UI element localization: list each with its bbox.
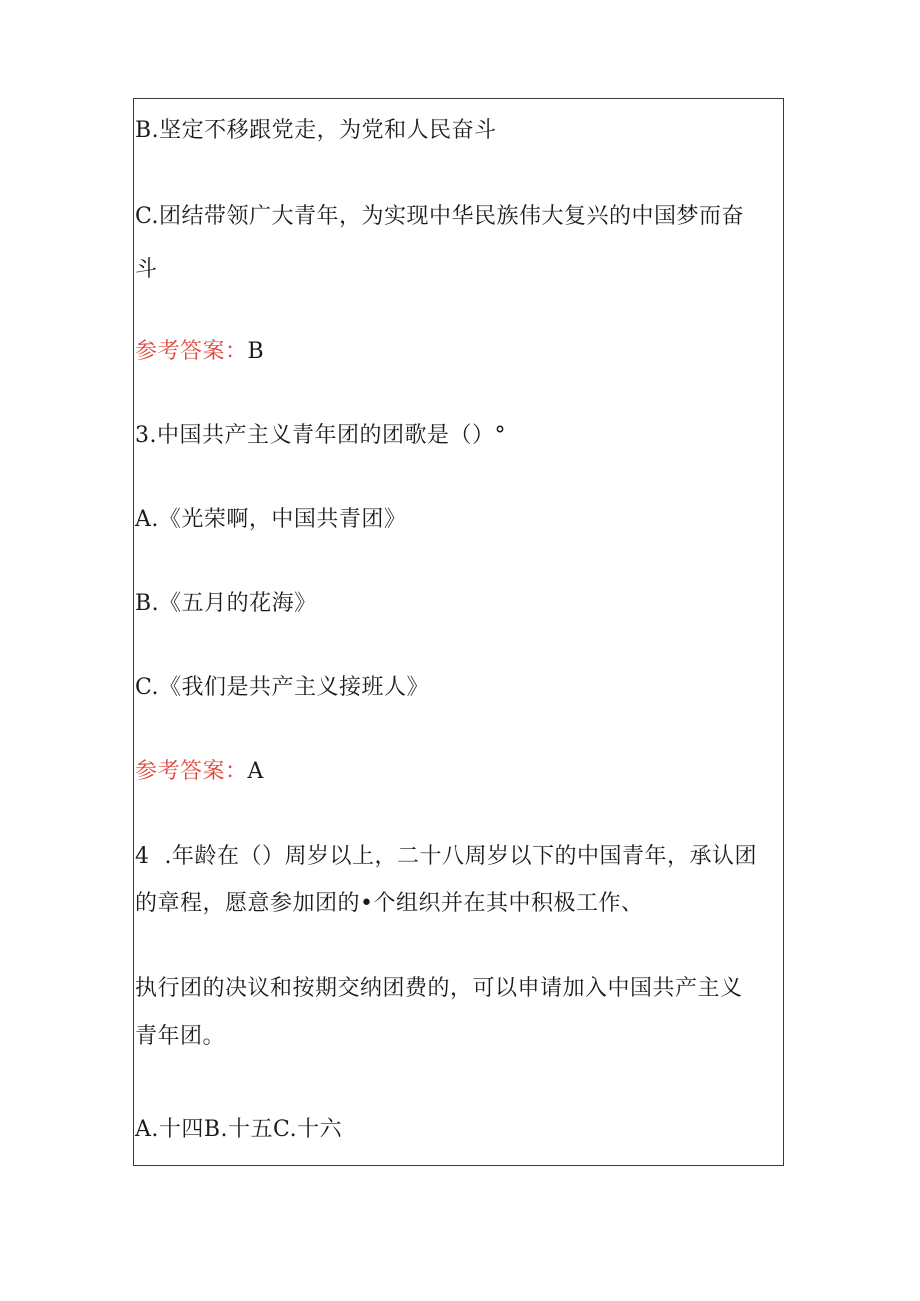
q3-option-c: C.《我们是共产主义接班人》 <box>135 675 430 700</box>
q2-option-c-line1: C.团结带领广大青年，为实现中华民族伟大复兴的中国梦而奋 <box>135 204 745 229</box>
q2-answer-value: B <box>247 339 265 364</box>
q4-question-line1: 4 .年龄在（）周岁以上，二十八周岁以下的中国青年，承认团 <box>135 844 757 869</box>
q3-option-a: A.《光荣啊，中国共青团》 <box>135 507 407 532</box>
q3-answer-value: A <box>247 759 264 784</box>
q4-options: A.十四B.十五C.十六 <box>135 1117 343 1142</box>
q2-answer-label: 参考答案： <box>135 339 248 364</box>
q3-option-b: B.《五月的花海》 <box>135 591 317 616</box>
q2-option-c-line2: 斗 <box>135 257 158 282</box>
q2-option-b: B.坚定不移跟党走，为党和人民奋斗 <box>135 118 497 143</box>
q2-answer <box>135 338 264 366</box>
q4-question-line4: 青年团。 <box>135 1024 226 1049</box>
q4-question-line2: 的章程，愿意参加团的•个组织并在其中积极工作、 <box>135 891 644 916</box>
q3-answer <box>135 758 264 786</box>
q3-question: 3.中国共产主义青年团的团歌是（）° <box>135 423 506 448</box>
q4-question-line3: 执行团的决议和按期交纳团费的，可以申请加入中国共产主义 <box>135 976 743 1001</box>
question-box-border <box>133 98 784 1166</box>
q3-answer-label: 参考答案： <box>135 759 248 784</box>
